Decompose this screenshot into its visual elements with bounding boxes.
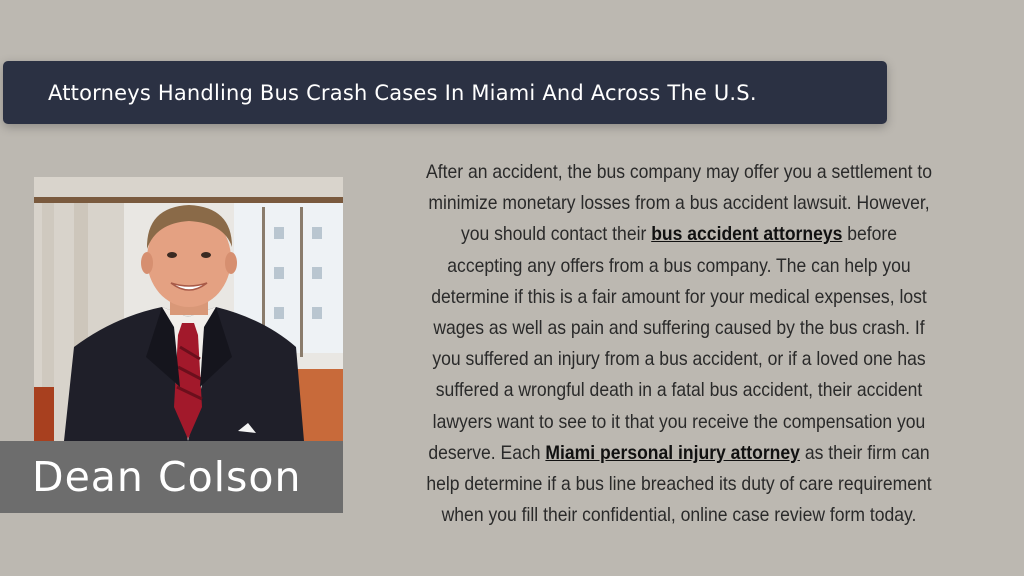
description-paragraph: [422, 157, 937, 531]
page-title: Attorneys Handling Bus Crash Cases In Miami And Across The U.S.: [48, 80, 757, 105]
bus-accident-attorneys-link[interactable]: bus accident attorneys: [651, 223, 843, 246]
paragraph-text-1: After an accident, the bus company may offer you a settlement to minimize monetary losses from a bus accident lawsuit. However, you should contact their: [426, 161, 932, 246]
name-plate: [0, 441, 343, 513]
attorney-photo: [34, 177, 343, 441]
miami-personal-injury-attorney-link[interactable]: Miami personal injury attorney: [545, 441, 800, 464]
title-banner: [3, 61, 887, 124]
attorney-name: Dean Colson: [32, 453, 302, 501]
paragraph-text-2: before accepting any offers from a bus company. The can help you determine if this is a fair amount for your medical expenses, lost wages as well as pain and suffering caused by the bus crash. If you suffered an injury from a bus accident, or if a loved one has suffered a wrongful death in a fatal bus accident, their accident lawyers want to see to it that you receive the compensation you deserve. Each: [428, 223, 927, 464]
paragraph-text-3: as their firm can help determine if a bus line breached its duty of care requirement when you fill their confidential, online case review form today.: [426, 441, 932, 527]
